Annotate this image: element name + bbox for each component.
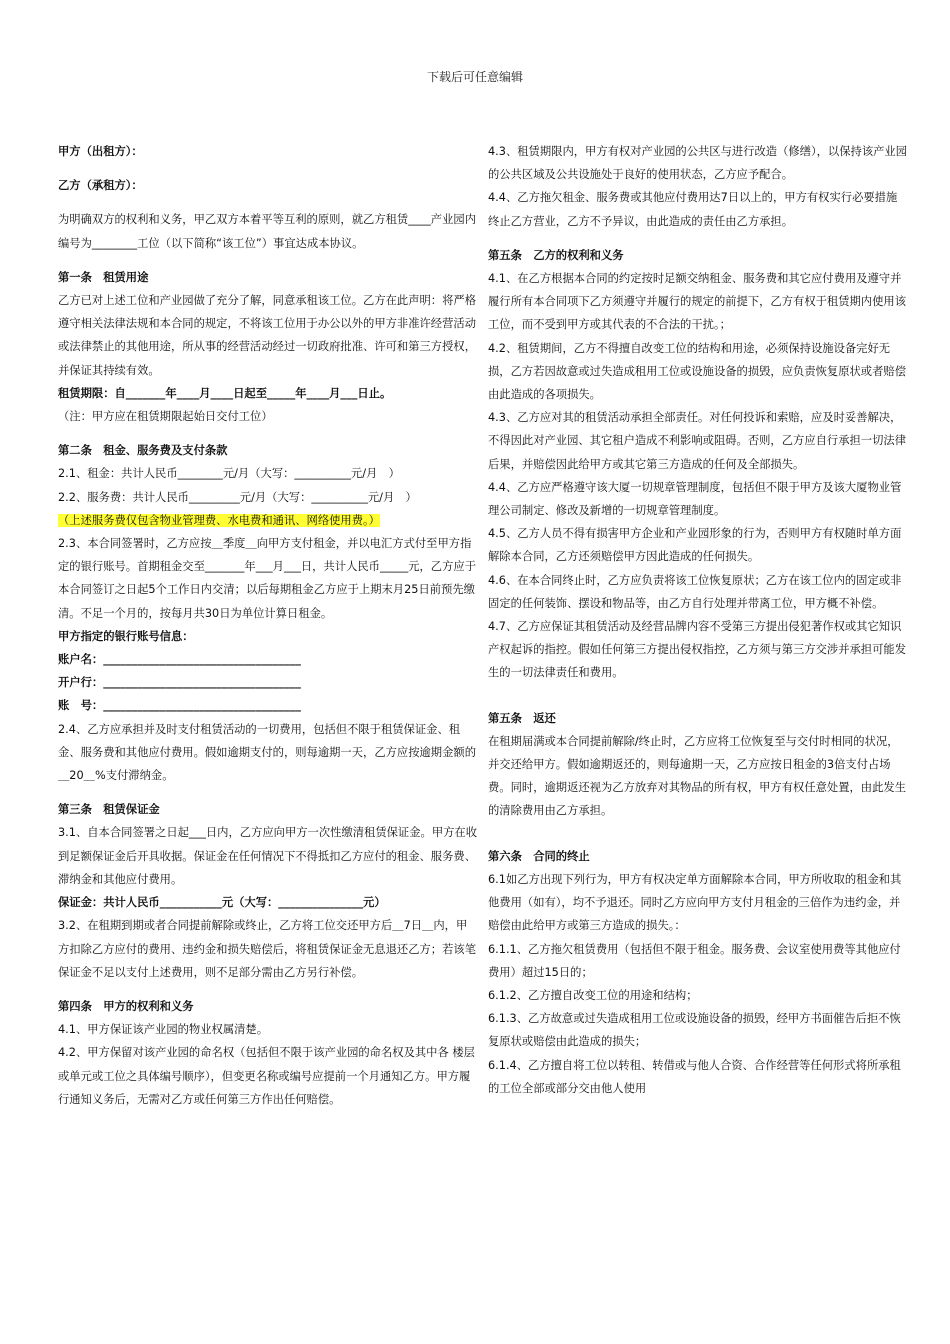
paragraph: 6.1.1、乙方拖欠租赁费用（包括但不限于租金。服务费、会议室使用费等其他应付费用）超过15日的； xyxy=(488,942,901,979)
section-heading: 第五条 返还 xyxy=(488,711,556,725)
section-heading: 第六条 合同的终止 xyxy=(488,849,590,863)
section-heading: 开户行：___________________________________ xyxy=(58,676,301,690)
paragraph: 6.1.2、乙方擅自改变工位的用途和结构； xyxy=(488,988,698,1002)
paragraph: 4.2、租赁期间，乙方不得擅自改变工位的结构和用途，必须保持设施设备完好无损，乙方若因故意或过失造成租用工位或设施设备的损毁，应负责恢复原状或者赔偿由此造成的各项损失。 xyxy=(488,341,906,402)
spacer xyxy=(58,984,478,995)
section-heading: 甲方指定的银行账号信息： xyxy=(58,629,194,643)
paragraph: 为明确双方的权利和义务，甲乙双方本着平等互利的原则，就乙方租赁____产业园内编号为________工位（以下简称“该工位”）事宜达成本协议。 xyxy=(58,213,476,250)
section-heading: 第一条 租赁用途 xyxy=(58,270,149,284)
spacer xyxy=(58,255,478,266)
spacer xyxy=(58,197,478,208)
paragraph: 2.3、本合同签署时，乙方应按＿季度＿向甲方支付租金，并以电汇方式付至甲方指定的银行账号。首期租金交至_______年___月___日，共计人民币_____元，乙方应于本合同签订之日起5个工作日内交清；以后每期租金乙方应于上期末月25日前预先缴清。不足一个月的，按每月共30日为单位计算日租金。 xyxy=(58,537,476,620)
section-heading: 第二条 租金、服务费及支付条款 xyxy=(58,444,228,458)
paragraph: 2.1、租金：共计人民币________元/月（大写：__________元/月 ） xyxy=(58,467,400,481)
paragraph: 4.1、甲方保证该产业园的物业权属清楚。 xyxy=(58,1023,269,1037)
section-heading: 甲方（出租方）： xyxy=(58,145,143,158)
paragraph: 4.7、乙方应保证其租赁活动及经营品牌内容不受第三方提出侵犯著作权或其它知识产权起诉的指控。假如任何第三方提出侵权指控，乙方须与第三方交涉并承担可能发生的一切法律责任和费用。 xyxy=(488,620,906,680)
section-heading: 乙方（承租方）： xyxy=(58,179,143,193)
paragraph xyxy=(58,509,478,532)
paragraph: 3.2、在租期到期或者合同提前解除或终止，乙方将工位交还甲方后＿7日＿内，甲方扣除乙方应付的费用、违约金和损失赔偿后，将租赁保证金无息退还乙方；若该笔保证金不足以支付上述费用，则不足部分需由乙方另行补偿。 xyxy=(58,919,476,979)
section-heading: 保证金：共计人民币___________元（大写：_______________元） xyxy=(58,896,386,910)
paragraph: 4.5、乙方人员不得有损害甲方企业和产业园形象的行为，否则甲方有权随时单方面解除本合同，乙方还须赔偿甲方因此造成的任何损失。 xyxy=(488,527,902,564)
spacer xyxy=(488,685,908,707)
spacer xyxy=(58,163,478,174)
paragraph: 4.4、乙方应严格遵守该大厦一切规章管理制度，包括但不限于甲方及该大厦物业管理公司制定、修改及新增的一切规章管理制度。 xyxy=(488,480,902,518)
paragraph: 4.1、在乙方根据本合同的约定按时足额交纳租金、服务费和其它应付费用及遵守并履行所有本合同项下乙方须遵守并履行的规定的前提下，乙方有权于租赁期内使用该工位，而不受到甲方或其代表的不合法的干扰。； xyxy=(488,272,906,332)
paragraph: 6.1.4、乙方擅自将工位以转租、转借或与他人合资、合作经营等任何形式将所承租的工位全部或部分交由他人使用 xyxy=(488,1058,901,1095)
paragraph: 2.4、乙方应承担并及时支付租赁活动的一切费用，包括但不限于租赁保证金、租金、服务费和其他应付费用。假如逾期支付的，则每逾期一天，乙方应按逾期金额的＿20＿%支付滞纳金。 xyxy=(58,722,476,783)
paragraph: 4.3、乙方应对其的租赁活动承担全部责任。对任何投诉和索赔，应及时妥善解决，不得因此对产业园、其它租户造成不利影响或阻碍。否则，乙方应自行承担一切法律后果，并赔偿因此给甲方或其它第三方造成的任何及全部损失。 xyxy=(488,411,906,471)
spacer xyxy=(58,428,478,439)
paragraph: 6.1如乙方出现下列行为，甲方有权决定单方面解除本合同，甲方所收取的租金和其他费用（如有），均不予退还。同时乙方应向甲方支付月租金的三倍作为违约金，并赔偿由此给甲方或第三方造成的损失。： xyxy=(488,872,902,933)
section-heading: 第四条 甲方的权利和义务 xyxy=(58,999,194,1013)
paragraph: 4.2、甲方保留对该产业园的命名权（包括但不限于该产业园的命名权及其中各 楼层或单元或工位之具体编号顺序），但变更名称或编号应提前一个月通知乙方。甲方履行通知义务后，无需对乙方或任何第三方作出任何赔偿。 xyxy=(58,1046,475,1106)
section-heading: 账 号：___________________________________ xyxy=(58,699,301,713)
paragraph: 在租期届满或本合同提前解除/终止时，乙方应将工位恢复至与交付时相同的状况，并交还给甲方。假如逾期返还的，则每逾期一天，乙方应按日租金的3倍支付占场费。同时，逾期返还视为乙方放弃对其物品的所有权，甲方有权任意处置，由此发生的清除费用由乙方承担。 xyxy=(488,734,906,818)
left-column xyxy=(58,140,478,1111)
section-heading: 第五条 乙方的权利和义务 xyxy=(488,248,624,262)
paragraph: 6.1.3、乙方故意或过失造成租用工位或设施设备的损毁，经甲方书面催告后拒不恢复原状或赔偿由此造成的损失； xyxy=(488,1012,901,1049)
section-heading: 租赁期限：自_______年____月____日起至_____年____月___日止。 xyxy=(58,386,392,400)
paragraph: 乙方已对上述工位和产业园做了充分了解，同意承租该工位。乙方在此声明：将严格遵守相关法律法规和本合同的规定，不将该工位用于办公以外的甲方非准许经营活动或法律禁止的其他用途，所从事的经营活动经过一切政府批准、许可和第三方授权，并保证其持续有效。 xyxy=(58,294,476,377)
paragraph: 4.4、乙方拖欠租金、服务费或其他应付费用达7日以上的，甲方有权实行必要措施终止乙方营业，乙方不予异议，由此造成的责任由乙方承担。 xyxy=(488,191,898,228)
spacer xyxy=(58,787,478,798)
spacer xyxy=(488,823,908,845)
paragraph: 3.1、自本合同签署之日起___日内，乙方应向甲方一次性缴清租赁保证金。甲方在收到足额保证金后开具收据。保证金在任何情况下不得抵扣乙方应付的租金、服务费、滞纳金和其他应付费用。 xyxy=(58,826,478,886)
spacer xyxy=(488,233,908,244)
paragraph: （注：甲方应在租赁期限起始日交付工位） xyxy=(58,410,273,424)
section-heading: 账户名：___________________________________ xyxy=(58,653,301,667)
right-column xyxy=(488,140,908,1100)
paragraph: 4.3、租赁期限内，甲方有权对产业园的公共区与进行改造（修缮），以保持该产业园的公共区域及公共设施处于良好的使用状态，乙方应予配合。 xyxy=(488,145,908,182)
paragraph: 2.2、服务费：共计人民币_________元/月（大写：__________元/月 ） xyxy=(58,490,417,504)
section-heading: 第三条 租赁保证金 xyxy=(58,803,160,817)
highlighted-note: （上述服务费仅包含物业管理费、水电费和通讯、网络使用费。） xyxy=(58,513,380,527)
page-header: 下载后可任意编辑 xyxy=(426,70,523,84)
paragraph: 4.6、在本合同终止时，乙方应负责将该工位恢复原状；乙方在该工位内的固定或非固定的任何装饰、摆设和物品等，由乙方自行处理并带离工位，甲方概不补偿。 xyxy=(488,573,902,610)
